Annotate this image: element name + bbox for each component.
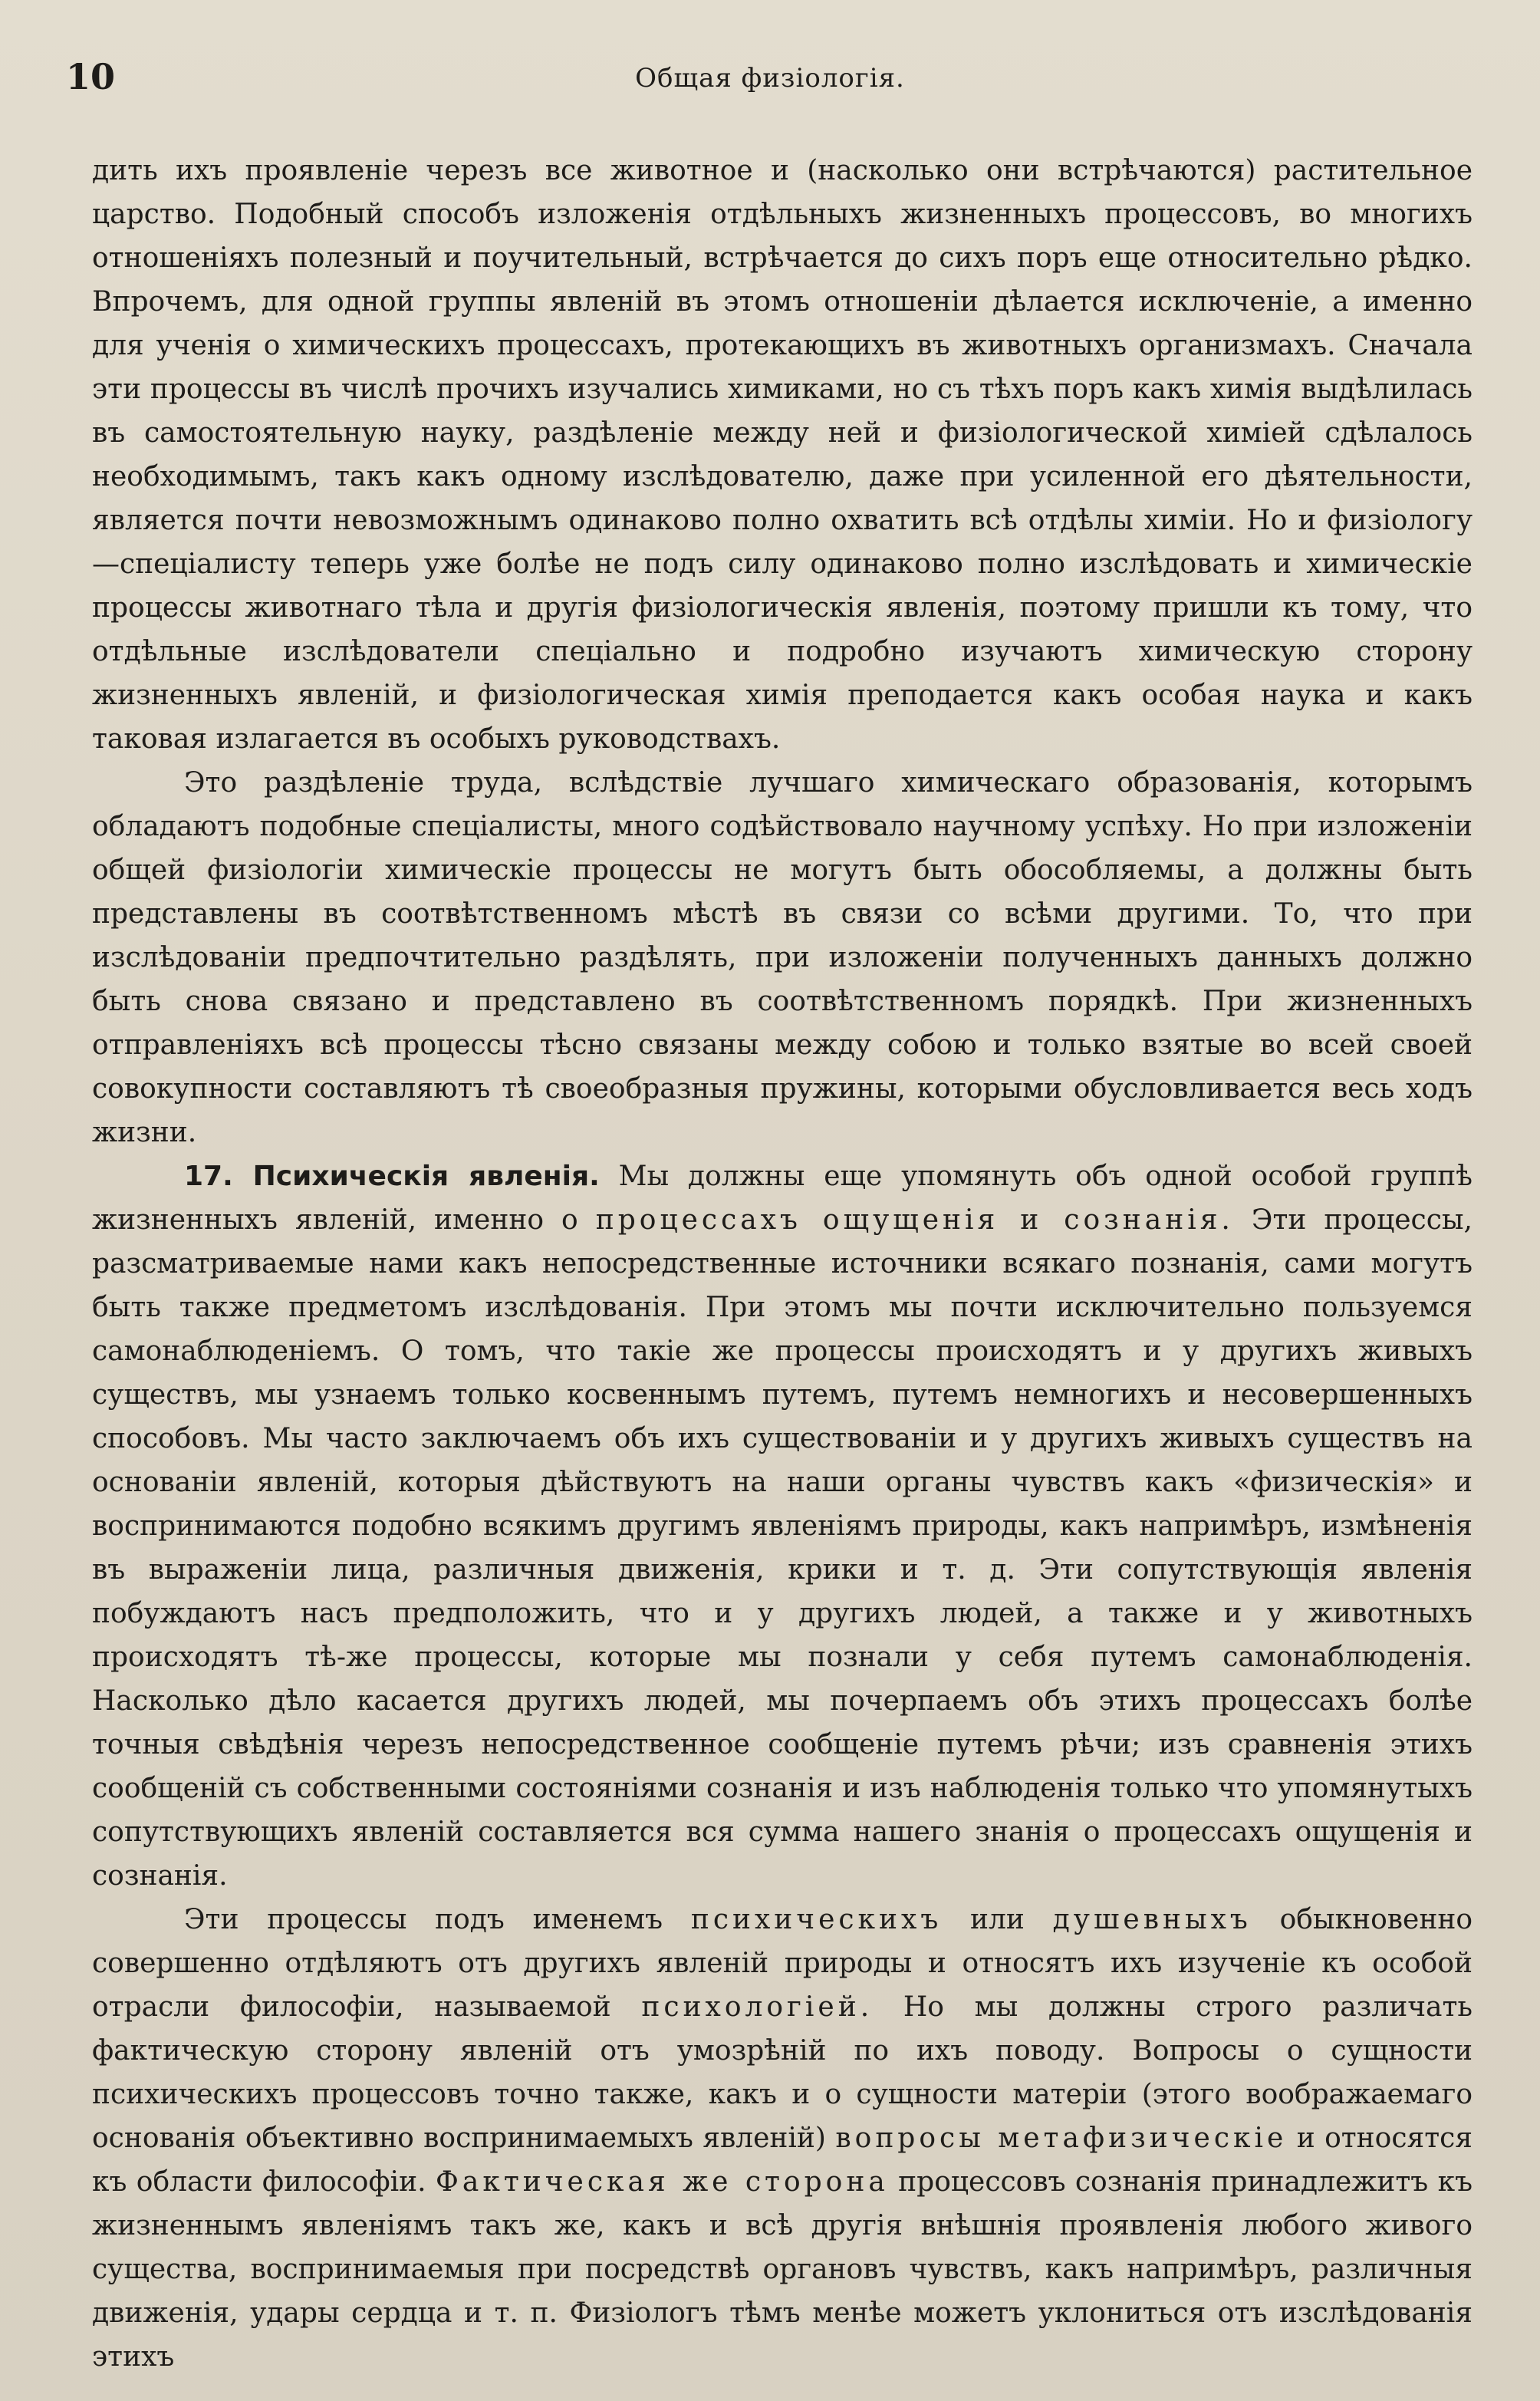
emphasized-text: процессахъ ощущенія и сознанія. bbox=[595, 1204, 1234, 1236]
section-paragraph bbox=[92, 1154, 1473, 1898]
running-head bbox=[0, 55, 1540, 101]
paragraph-text: Эти процессы подъ именемъ bbox=[184, 1904, 691, 1935]
page-body bbox=[92, 149, 1473, 2379]
paragraph-text: Эти процессы, разсматриваемые нами какъ непосредственные источники всякаго познанія, сами могутъ быть также предметомъ изслѣдованія. При этомъ мы почти исключительно пользуемся самонаблюденіемъ. О томъ, что такіе же процессы происходятъ и у другихъ живыхъ существъ, мы узнаемъ только косвеннымъ путемъ, путемъ немногихъ и несовершенныхъ способовъ. Мы часто заключаемъ объ ихъ существованіи и у другихъ живыхъ существъ на основаніи явленій, которыя дѣйствуютъ на наши органы чувствъ какъ «физическія» и воспринимаются подобно всякимъ другимъ явленіямъ природы, какъ напримѣръ, измѣненія въ выраженіи лица, различныя движенія, крики и т. д. Эти сопутствующія явленія побуждаютъ насъ предположить, что и у другихъ людей, а также и у животныхъ происходятъ тѣ-же процессы, которые мы познали у себя путемъ самонаблюденія. Насколько дѣло касается другихъ людей, мы почерпаемъ объ этихъ процессахъ болѣе точныя свѣдѣнія черезъ непосредственное сообщеніе путемъ рѣчи; изъ сравненія этихъ сообщеній съ собственными состояніями сознанія и изъ наблюденія только что упомянутыхъ сопутствующихъ явленій составляется вся сумма нашего знанія о процессахъ ощущенія и сознанія. bbox=[92, 1204, 1473, 1892]
section-heading: 17. Психическія явленія. bbox=[184, 1161, 600, 1192]
paragraph-text: обыкновенно совершенно отдѣляютъ отъ другихъ явленій природы и относятъ ихъ изученіе къ особой отрасли философіи, называемой bbox=[92, 1904, 1473, 2023]
emphasized-text: психическихъ bbox=[690, 1904, 943, 1935]
paragraph-text: Мы должны еще упомянуть объ одной особой группѣ жизненныхъ явленій, именно о bbox=[92, 1161, 1473, 1236]
running-title: Общая физiологiя. bbox=[635, 63, 905, 94]
page-number: 10 bbox=[66, 56, 116, 97]
paragraph bbox=[92, 1898, 1473, 2379]
paragraph-text: или bbox=[942, 1904, 1053, 1935]
paragraph-text: Но мы должны строго различать фактическую сторону явленій отъ умозрѣній по ихъ поводу. Вопросы о сущности психическихъ процессовъ точно также, какъ и о сущности матеріи (этого воображаемаго основанія объективно воспринимаемыхъ явленій) bbox=[92, 1991, 1473, 2154]
emphasized-text: психологіей. bbox=[641, 1991, 874, 2023]
paragraph-continued bbox=[92, 149, 1473, 761]
paragraph-text: Это раздѣленіе труда, вслѣдствіе лучшаго химическаго образованія, которымъ обладаютъ подобные спеціалисты, много содѣйствовало научному успѣху. Но при изложеніи общей физіологіи химическіе процессы не могутъ быть обособляемы, а должны быть представлены въ соотвѣтственномъ мѣстѣ въ связи со всѣми другими. То, что при изслѣдованіи предпочтительно раздѣлять, при изложеніи полученныхъ данныхъ должно быть снова связано и представлено въ соотвѣтственномъ порядкѣ. При жизненныхъ отправленіяхъ всѣ процессы тѣсно связаны между собою и только взятые во всей своей совокупности составляютъ тѣ своеобразныя пружины, которыми обусловливается весь ходъ жизни. bbox=[92, 767, 1473, 1148]
paragraph-text: процессовъ сознанія принадлежитъ къ жизненнымъ явленіямъ такъ же, какъ и всѣ другія внѣшнія проявленія любого живого существа, воспринимаемыя при посредствѣ органовъ чувствъ, какъ напримѣръ, различныя движенія, удары сердца и т. п. Физіологъ тѣмъ менѣе можетъ уклониться отъ изслѣдованія этихъ bbox=[92, 2166, 1473, 2373]
emphasized-text: вопросы метафизическіе bbox=[835, 2123, 1288, 2154]
emphasized-text: душевныхъ bbox=[1052, 1904, 1252, 1935]
paragraph-text: дить ихъ проявленіе черезъ все животное и (насколько они встрѣчаются) растительное царство. Подобный способъ изложенія отдѣльныхъ жизненныхъ процессовъ, во многихъ отношеніяхъ полезный и поучительный, встрѣчается до сихъ поръ еще относительно рѣдко. Впрочемъ, для одной группы явленій въ этомъ отношеніи дѣлается исключеніе, а именно для ученія о химическихъ процессахъ, протекающихъ въ животныхъ организмахъ. Сначала эти процессы въ числѣ прочихъ изучались химиками, но съ тѣхъ поръ какъ химія выдѣлилась въ самостоятельную науку, раздѣленіе между ней и физіологической химіей сдѣлалось необходимымъ, такъ какъ одному изслѣдователю, даже при усиленной его дѣятельности, является почти невозможнымъ одинаково полно охватить всѣ отдѣлы химіи. Но и физіологу—спеціалисту теперь уже болѣе не подъ силу одинаково полно изслѣдовать и химическіе процессы животнаго тѣла и другія физіологическія явленія, поэтому пришли къ тому, что отдѣльные изслѣдователи спеціально и подробно изучаютъ химическую сторону жизненныхъ явленій, и физіологическая химія преподается какъ особая наука и какъ таковая излагается въ особыхъ руководствахъ. bbox=[92, 155, 1473, 755]
paragraph-text: и относятся къ области философіи. bbox=[92, 2123, 1473, 2198]
emphasized-text: Фактическая же сторона bbox=[435, 2166, 889, 2198]
paragraph bbox=[92, 761, 1473, 1154]
